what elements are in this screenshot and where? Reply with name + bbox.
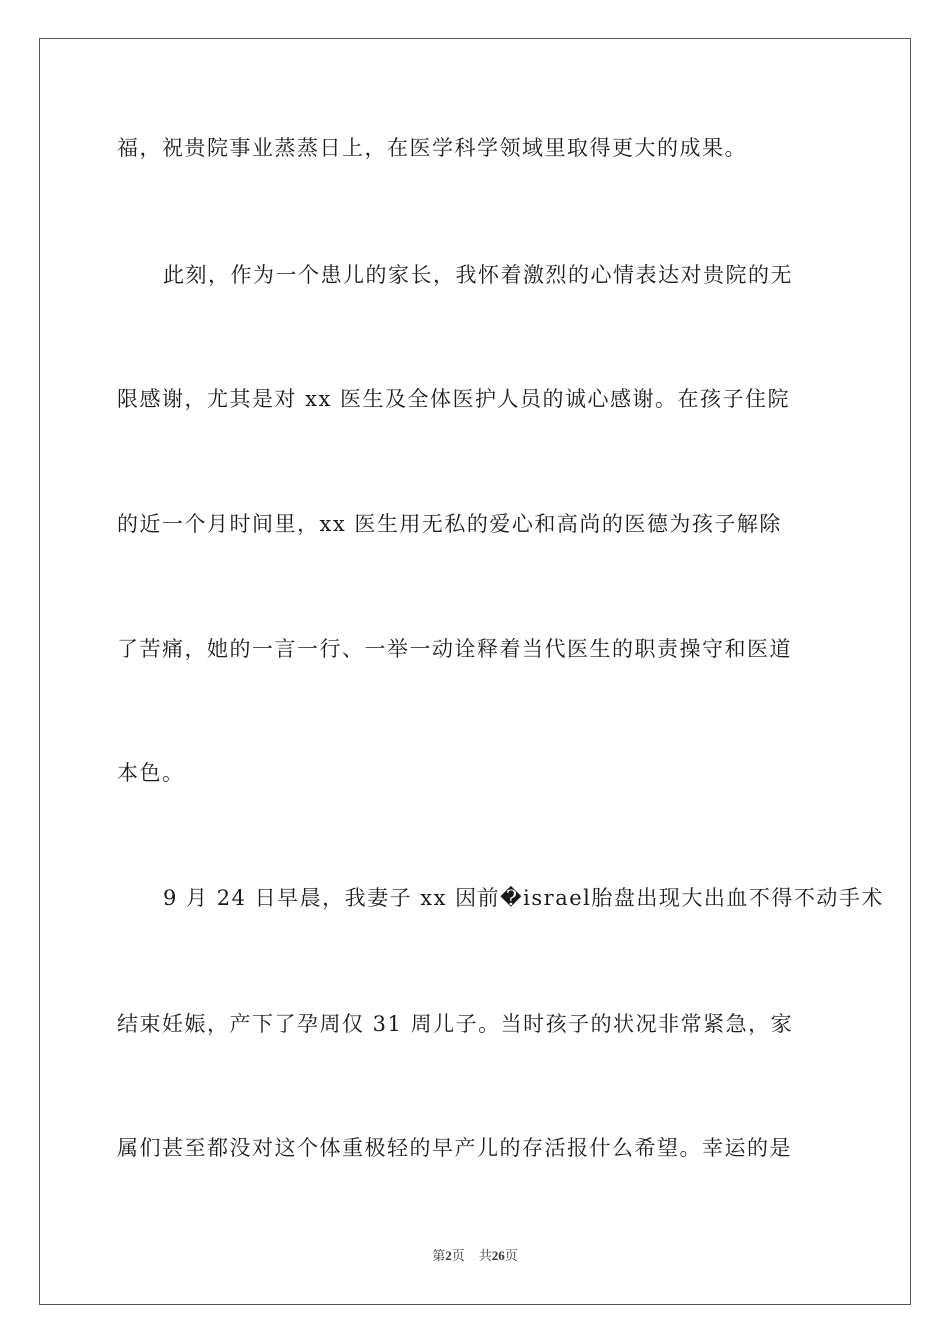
text-line-8: 结束妊娠，产下了孕周仅 31 周儿子。当时孩子的状况非常紧急，家 [117, 1012, 794, 1036]
text-line-2: 此刻，作为一个患儿的家长，我怀着激烈的心情表达对贵院的无 [163, 263, 793, 287]
total-label-suffix: 页 [504, 1248, 518, 1263]
text-line-5: 了苦痛，她的一言一行、一举一动诠释着当代医生的职责操守和医道 [117, 637, 792, 661]
text-line-3: 限感谢，尤其是对 xx 医生及全体医护人员的诚心感谢。在孩子住院 [117, 387, 791, 411]
text-line-7: 9 月 24 日早晨，我妻子 xx 因前�israel胎盘出现大出血不得不动手术 [163, 886, 884, 910]
total-pages: 26 [491, 1248, 505, 1263]
text-line-1: 福，祝贵院事业蒸蒸日上，在医学科学领域里取得更大的成果。 [117, 136, 747, 160]
text-line-4: 的近一个月时间里，xx 医生用无私的爱心和高尚的医德为孩子解除 [117, 512, 782, 536]
text-line-9: 属们甚至都没对这个体重极轻的早产儿的存活报什么希望。幸运的是 [117, 1136, 792, 1160]
page-footer [0, 1247, 950, 1265]
total-label-prefix: 共 [478, 1248, 492, 1263]
page-label-suffix: 页 [451, 1248, 465, 1263]
page-label-prefix: 第 [432, 1248, 446, 1263]
page-number: 2 [445, 1248, 452, 1263]
page-frame [39, 38, 911, 1305]
text-line-6: 本色。 [117, 761, 185, 785]
